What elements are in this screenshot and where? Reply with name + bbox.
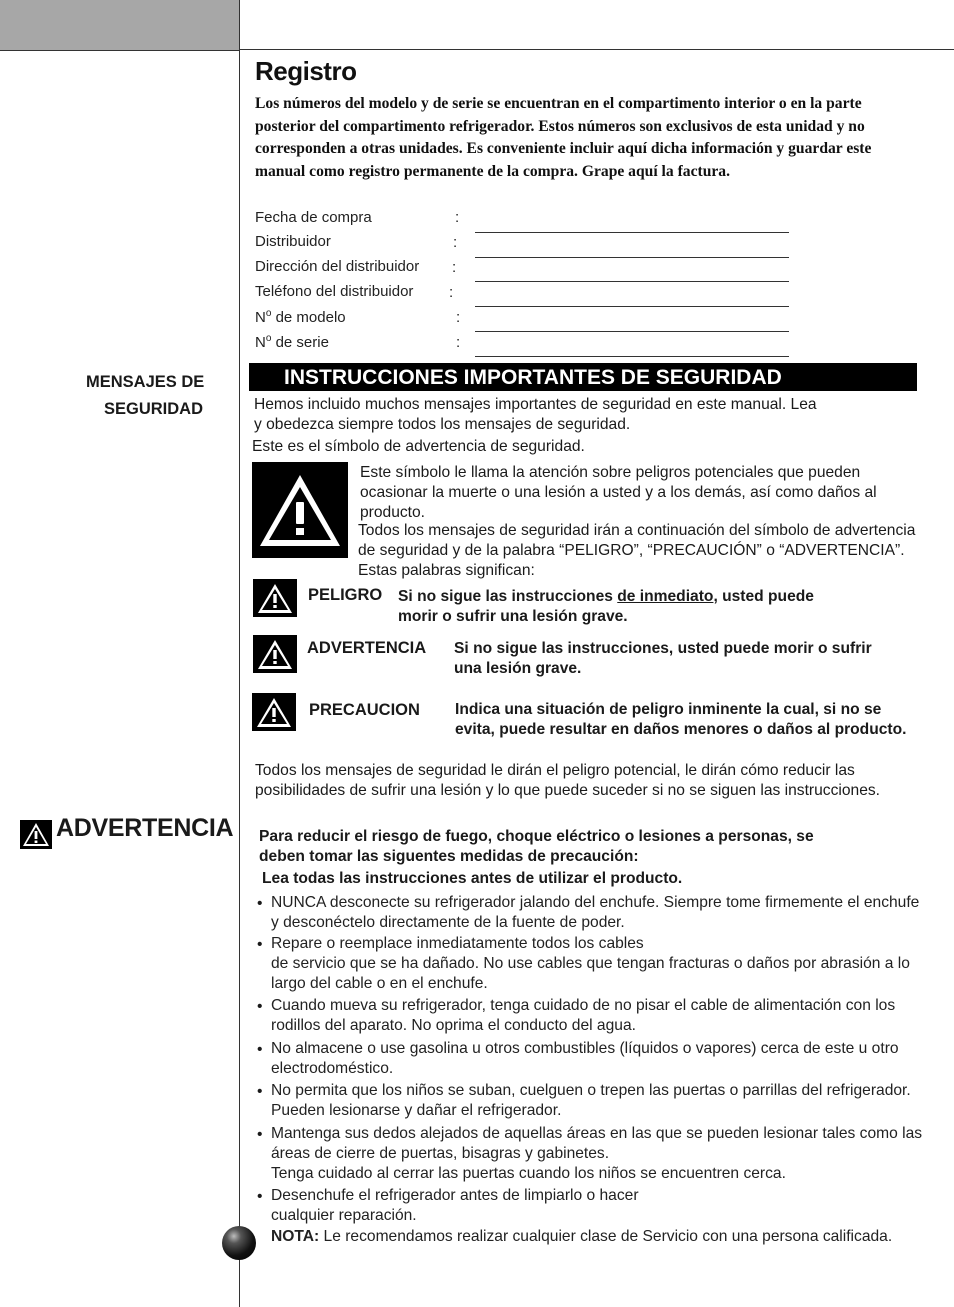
field-colon: : bbox=[452, 259, 457, 276]
list-item: No permita que los niños se suban, cuelguen o trepen las puertas o parrillas del refrigerador. Pueden lesionarse y dañar el refrigerador. bbox=[271, 1082, 911, 1119]
registro-title: Registro bbox=[255, 56, 357, 86]
field-label-distribuidor: Distribuidor bbox=[255, 233, 331, 250]
peligro-text-line2: morir o sufrir una lesión grave. bbox=[398, 608, 628, 625]
field-label-telefono: Teléfono del distribuidor bbox=[255, 283, 414, 300]
page-bullet-sphere bbox=[222, 1226, 256, 1260]
precaucion-warning-icon bbox=[252, 693, 296, 731]
bullet-dot: • bbox=[257, 895, 263, 912]
field-line-direccion[interactable] bbox=[475, 281, 789, 282]
bullet-dot: • bbox=[257, 936, 263, 953]
bullet-dot: • bbox=[257, 1126, 263, 1143]
safety-intro-line2: y obedezca siempre todos los mensajes de seguridad. bbox=[254, 416, 631, 433]
field-colon: : bbox=[455, 209, 460, 226]
bullet-dot: • bbox=[257, 1083, 263, 1100]
peligro-text: Si no sigue las instrucciones de inmediato, usted puede bbox=[398, 588, 814, 605]
field-colon: : bbox=[456, 309, 461, 326]
peligro-label: PELIGRO bbox=[308, 586, 383, 604]
precaucion-label: PRECAUCION bbox=[309, 701, 420, 719]
bullet-dot: • bbox=[257, 1041, 263, 1058]
nota: NOTA: Le recomendamos realizar cualquier clase de Servicio con una persona calificada. bbox=[271, 1228, 893, 1245]
safety-intro-line1: Hemos incluido muchos mensajes importantes de seguridad en este manual. Lea bbox=[254, 396, 817, 413]
list-item: Desenchufe el refrigerador antes de limpiarlo o hacer cualquier reparación. bbox=[271, 1187, 639, 1224]
advertencia-label: ADVERTENCIA bbox=[307, 639, 427, 657]
list-item: No almacene o use gasolina u otros combustibles (líquidos o vapores) cerca de este u otro electrodoméstico. bbox=[271, 1040, 899, 1077]
large-warning-icon bbox=[252, 462, 348, 558]
bullet-dot: • bbox=[257, 998, 263, 1015]
safety-closing: Todos los mensajes de seguridad le dirán el peligro potencial, le dirán cómo reducir las posibilidades de sufrir una lesión y lo que puede suceder si no se siguen las instrucciones. bbox=[255, 762, 880, 799]
field-colon: : bbox=[456, 334, 461, 351]
field-colon: : bbox=[449, 284, 454, 301]
list-item: Mantenga sus dedos alejados de aquellas áreas en las que se pueden lesionar tales como las áreas de cierre de puertas, bisagras y gabinetes. Tenga cuidado al cerrar las puertas cuando los niños se encuentren cerca. bbox=[271, 1125, 923, 1182]
precaucion-text: Indica una situación de peligro inminente la cual, si no se evita, puede resultar en daños menores o daños al producto. bbox=[455, 701, 907, 738]
list-item: Cuando mueva su refrigerador, tenga cuidado de no pisar el cable de alimentación con los rodillos del aparato. No oprima el conducto del agua. bbox=[271, 997, 896, 1034]
symbol-description: Este símbolo le llama la atención sobre peligros potenciales que pueden ocasionar la muerte o una lesión a usted y a los demás, así como daños al producto. bbox=[360, 464, 877, 521]
warning-bold-line3: Lea todas las instrucciones antes de utilizar el producto. bbox=[262, 870, 683, 887]
field-line-modelo[interactable] bbox=[475, 331, 789, 332]
header-gray-block bbox=[0, 0, 239, 51]
column-divider bbox=[239, 0, 240, 1307]
field-line-telefono[interactable] bbox=[475, 306, 789, 307]
registro-intro: Los números del modelo y de serie se encuentran en el compartimento interior o en la parte posterior del compartimento refrigerador. Estos números son exclusivos de esta unidad y no corresponden a otras unidades. Es conveniente incluir aquí dicha información y guardar este manual como registro permanente de la compra. Grape aquí la factura. bbox=[255, 95, 872, 180]
advertencia-text: Si no sigue las instrucciones, usted puede morir o sufrir una lesión grave. bbox=[454, 640, 872, 677]
safety-symbol-intro: Este es el símbolo de advertencia de seguridad. bbox=[252, 438, 585, 455]
section-title-bar: INSTRUCCIONES IMPORTANTES DE SEGURIDAD bbox=[249, 363, 917, 391]
header-rule bbox=[239, 49, 954, 50]
field-colon: : bbox=[453, 234, 458, 251]
warning-bold-line1: Para reducir el riesgo de fuego, choque eléctrico o lesiones a personas, se bbox=[259, 828, 814, 845]
sidebar-advertencia: ADVERTENCIA bbox=[56, 814, 234, 842]
list-item: Repare o reemplace inmediatamente todos los cables de servicio que se ha dañado. No use cables que tengan fracturas o daños por abrasión a lo largo del cable o en el enchufe. bbox=[271, 935, 910, 992]
field-label-fecha: Fecha de compra bbox=[255, 209, 372, 226]
peligro-warning-icon bbox=[253, 579, 297, 617]
field-line-fecha[interactable] bbox=[475, 232, 789, 233]
field-line-serie[interactable] bbox=[475, 356, 789, 357]
bullet-dot: • bbox=[257, 1188, 263, 1205]
signal-words-intro: Todos los mensajes de seguridad irán a continuación del símbolo de advertencia de seguridad y de la palabra “PELIGRO”, “PRECAUCIÓN” o “ADVERTENCIA”. Estas palabras significan: bbox=[358, 522, 916, 579]
field-label-modelo: $N^o$ de modelo bbox=[255, 308, 346, 326]
warning-bold-line2: deben tomar las siguentes medidas de precaución: bbox=[259, 848, 639, 865]
field-label-serie: $N^o$ de serie bbox=[255, 333, 329, 351]
sidebar-heading-line2: SEGURIDAD bbox=[104, 400, 204, 418]
advertencia-warning-icon bbox=[20, 820, 52, 849]
advertencia-row-warning-icon bbox=[253, 635, 297, 673]
list-item: NUNCA desconecte su refrigerador jalando del enchufe. Siempre tome firmemente el enchufe y desconéctelo directamente de la fuente de poder. bbox=[271, 894, 920, 931]
sidebar-heading-line1: MENSAJES DE bbox=[86, 373, 205, 391]
field-line-distribuidor[interactable] bbox=[475, 257, 789, 258]
field-label-direccion: Dirección del distribuidor bbox=[255, 258, 420, 275]
